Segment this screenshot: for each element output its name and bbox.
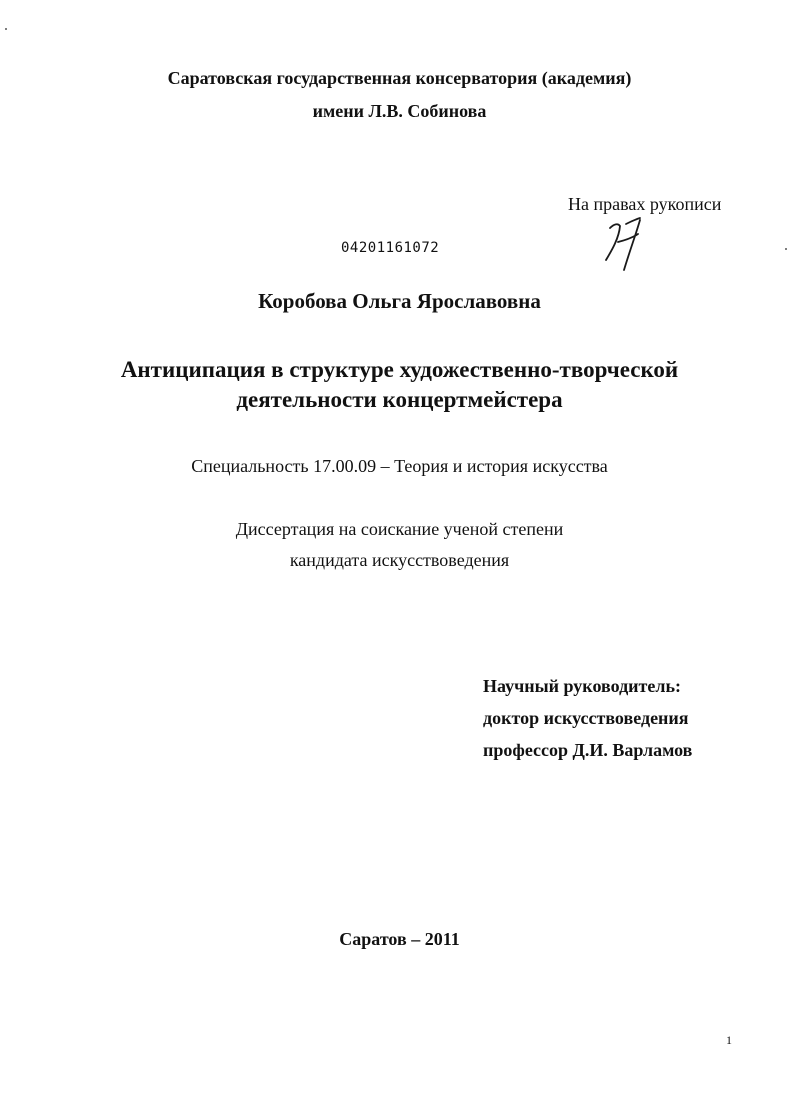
- catalog-number: 04201161072: [341, 240, 440, 256]
- scan-speck: [5, 28, 7, 30]
- author-name: Коробова Ольга Ярославовна: [258, 289, 541, 313]
- manuscript-note: На правах рукописи: [568, 194, 722, 214]
- institution-dedication: имени Л.В. Собинова: [312, 101, 487, 121]
- specialty: Специальность 17.00.09 – Теория и история искусства: [191, 456, 608, 476]
- supervisor-name: профессор Д.И. Варламов: [483, 740, 693, 760]
- supervisor-label: Научный руководитель:: [483, 676, 681, 696]
- city-year: Саратов – 2011: [339, 929, 460, 949]
- signature: [596, 214, 652, 274]
- scan-speck: [785, 248, 787, 250]
- dissertation-title-line1: Антиципация в структуре художественно-творческой: [120, 357, 679, 382]
- degree-statement-line1: Диссертация на соискание ученой степени: [235, 519, 564, 539]
- supervisor-degree: доктор искусствоведения: [483, 708, 689, 728]
- degree-statement-line2: кандидата искусствоведения: [289, 550, 510, 570]
- dissertation-title-line2: деятельности концертмейстера: [236, 387, 563, 412]
- institution-name: Саратовская государственная консерватория (академия): [167, 68, 632, 88]
- page-number: 1: [726, 1033, 732, 1047]
